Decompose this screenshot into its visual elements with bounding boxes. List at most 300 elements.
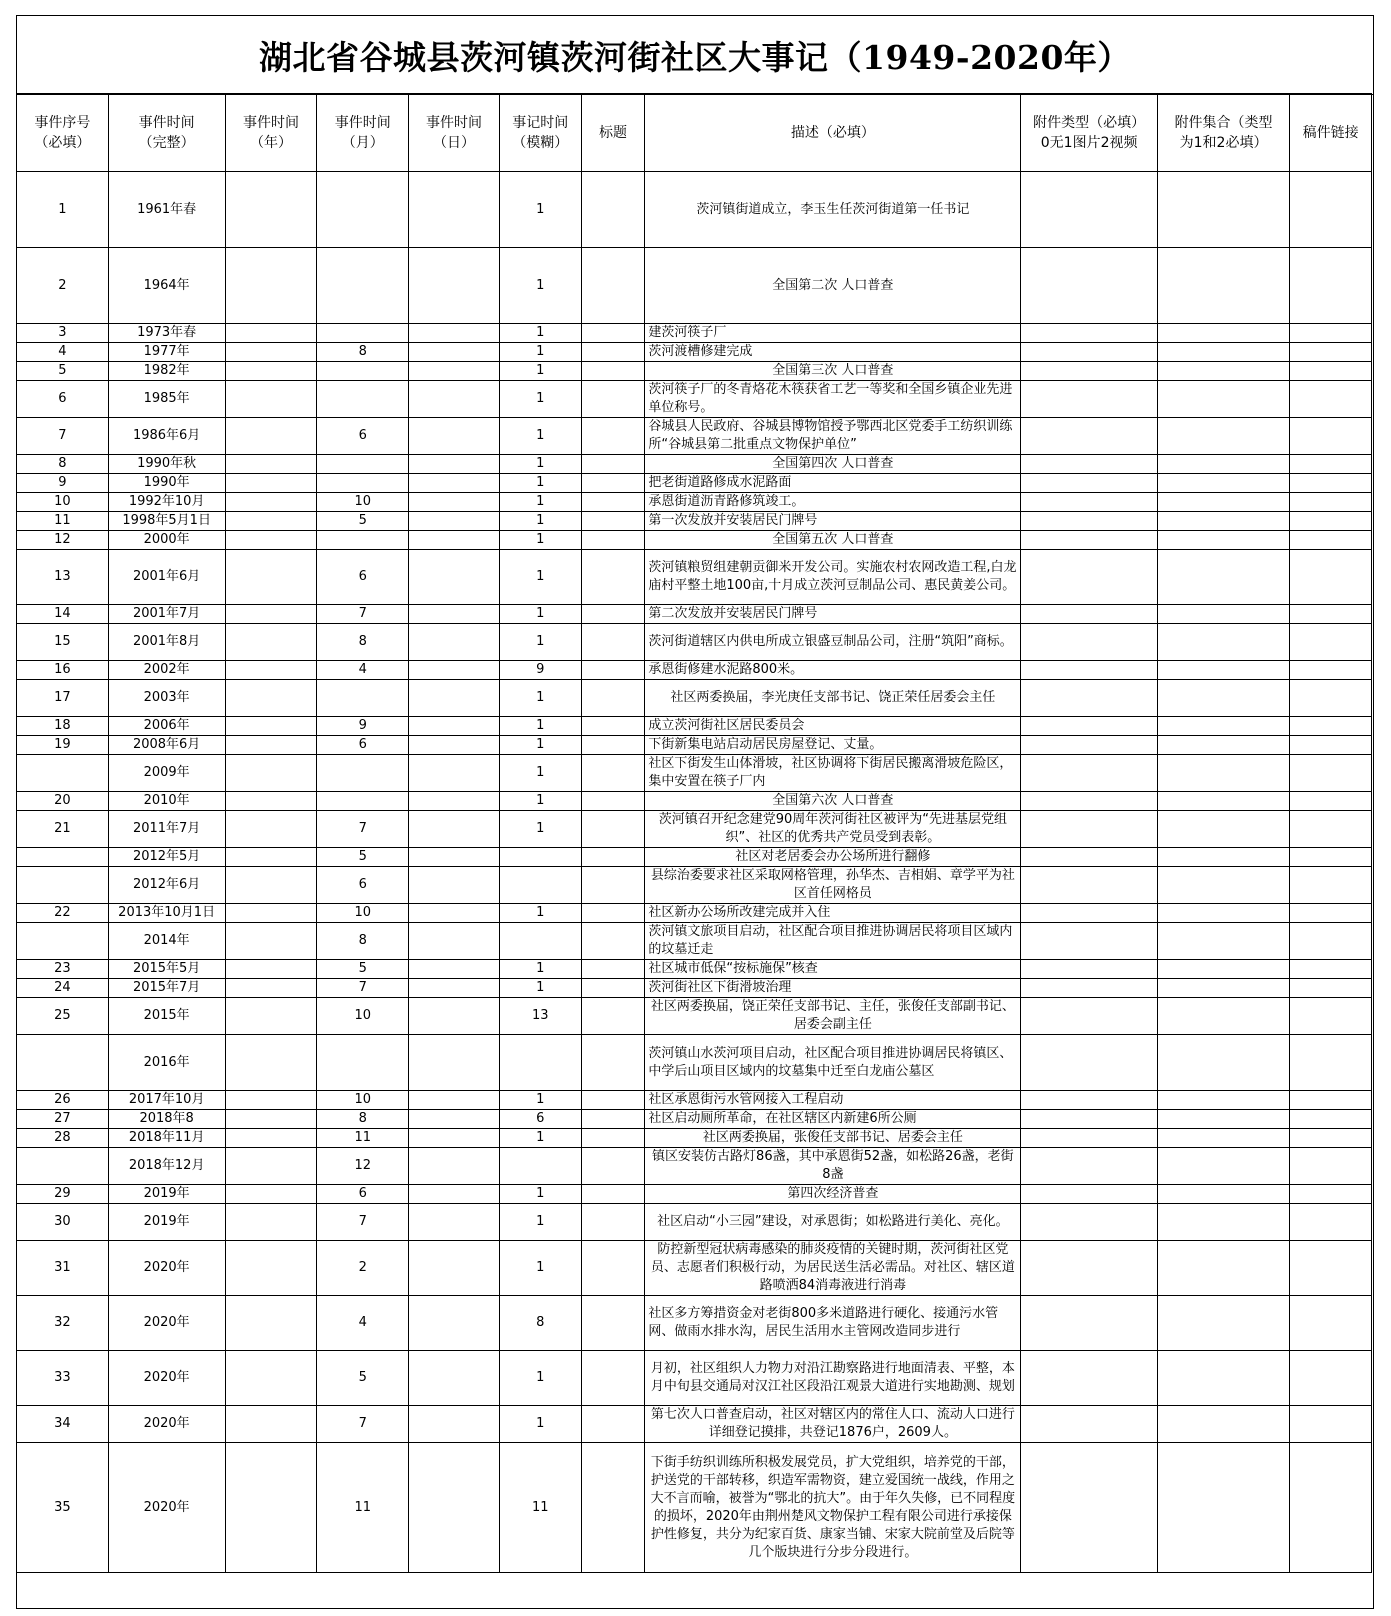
cell-link	[1290, 1204, 1372, 1241]
cell-month: 2	[317, 1241, 409, 1296]
cell-link	[1290, 1035, 1372, 1091]
cell-month: 4	[317, 661, 409, 680]
cell-fuzzy: 1	[499, 531, 581, 550]
cell-title	[581, 923, 645, 960]
cell-attach-set	[1157, 1204, 1289, 1241]
cell-day	[409, 755, 500, 792]
cell-attach-set	[1157, 381, 1289, 418]
cell-fuzzy: 1	[499, 755, 581, 792]
cell-link	[1290, 848, 1372, 867]
cell-attach-set	[1157, 455, 1289, 474]
cell-fuzzy	[499, 867, 581, 904]
table-row	[17, 1204, 1372, 1241]
cell-day	[409, 172, 500, 248]
cell-month: 7	[317, 605, 409, 624]
cell-seq: 29	[17, 1185, 109, 1204]
cell-year	[225, 1035, 317, 1091]
cell-fuzzy: 1	[499, 550, 581, 605]
cell-title	[581, 474, 645, 493]
cell-month: 12	[317, 1148, 409, 1185]
cell-attach-set	[1157, 1241, 1289, 1296]
cell-year	[225, 455, 317, 474]
cell-desc: 社区承恩街污水管网接入工程启动	[645, 1091, 1021, 1110]
cell-day	[409, 381, 500, 418]
cell-link	[1290, 550, 1372, 605]
cell-seq	[17, 848, 109, 867]
cell-year	[225, 1204, 317, 1241]
cell-desc: 社区城市低保“按标施保”核查	[645, 960, 1021, 979]
cell-attach-set	[1157, 1148, 1289, 1185]
cell-month: 5	[317, 960, 409, 979]
table-row	[17, 923, 1372, 960]
cell-link	[1290, 923, 1372, 960]
cell-attach-type	[1021, 550, 1157, 605]
cell-title	[581, 811, 645, 848]
cell-attach-set	[1157, 1406, 1289, 1443]
cell-seq: 13	[17, 550, 109, 605]
cell-month	[317, 755, 409, 792]
cell-time-full: 2002年	[108, 661, 225, 680]
cell-title	[581, 248, 645, 324]
cell-fuzzy: 1	[499, 1351, 581, 1406]
cell-time-full: 2020年	[108, 1443, 225, 1573]
cell-day	[409, 248, 500, 324]
header-link: 稿件链接	[1290, 94, 1372, 172]
cell-fuzzy	[499, 1148, 581, 1185]
cell-time-full: 2020年	[108, 1296, 225, 1351]
cell-year	[225, 960, 317, 979]
cell-desc: 县综治委要求社区采取网格管理，孙华杰、吉相娟、章学平为社区首任网格员	[645, 867, 1021, 904]
cell-day	[409, 661, 500, 680]
cell-desc: 茨河镇文旅项目启动，社区配合项目推进协调居民将项目区域内的坟墓迁走	[645, 923, 1021, 960]
table-row	[17, 867, 1372, 904]
cell-attach-type	[1021, 998, 1157, 1035]
cell-link	[1290, 960, 1372, 979]
cell-attach-set	[1157, 512, 1289, 531]
cell-attach-type	[1021, 362, 1157, 381]
table-row	[17, 848, 1372, 867]
cell-month	[317, 680, 409, 717]
cell-attach-type	[1021, 1035, 1157, 1091]
table-row	[17, 1148, 1372, 1185]
cell-attach-type	[1021, 343, 1157, 362]
cell-day	[409, 1443, 500, 1573]
cell-year	[225, 248, 317, 324]
table-row	[17, 1351, 1372, 1406]
table-row	[17, 1296, 1372, 1351]
cell-month	[317, 1035, 409, 1091]
cell-attach-type	[1021, 531, 1157, 550]
cell-time-full: 1973年春	[108, 324, 225, 343]
cell-desc: 承恩街道沥青路修筑竣工。	[645, 493, 1021, 512]
cell-month: 10	[317, 493, 409, 512]
cell-day	[409, 624, 500, 661]
cell-attach-type	[1021, 624, 1157, 661]
cell-attach-set	[1157, 324, 1289, 343]
cell-link	[1290, 717, 1372, 736]
cell-fuzzy: 1	[499, 248, 581, 324]
cell-seq: 10	[17, 493, 109, 512]
cell-fuzzy: 1	[499, 418, 581, 455]
cell-year	[225, 381, 317, 418]
cell-seq: 17	[17, 680, 109, 717]
cell-month: 10	[317, 904, 409, 923]
cell-day	[409, 1204, 500, 1241]
cell-attach-type	[1021, 418, 1157, 455]
cell-link	[1290, 343, 1372, 362]
cell-desc: 把老街道路修成水泥路面	[645, 474, 1021, 493]
cell-day	[409, 680, 500, 717]
cell-title	[581, 661, 645, 680]
cell-desc: 茨河街社区下街滑坡治理	[645, 979, 1021, 998]
cell-desc: 社区两委换届，李光庚任支部书记、饶正荣任居委会主任	[645, 680, 1021, 717]
cell-year	[225, 1129, 317, 1148]
cell-seq: 25	[17, 998, 109, 1035]
cell-attach-type	[1021, 1204, 1157, 1241]
table-row	[17, 624, 1372, 661]
cell-attach-set	[1157, 474, 1289, 493]
cell-day	[409, 1296, 500, 1351]
cell-link	[1290, 172, 1372, 248]
cell-attach-set	[1157, 661, 1289, 680]
cell-day	[409, 550, 500, 605]
cell-fuzzy: 1	[499, 1185, 581, 1204]
table-row	[17, 1406, 1372, 1443]
table-row	[17, 474, 1372, 493]
cell-attach-set	[1157, 343, 1289, 362]
cell-seq: 31	[17, 1241, 109, 1296]
cell-attach-type	[1021, 904, 1157, 923]
cell-attach-set	[1157, 960, 1289, 979]
cell-fuzzy: 1	[499, 717, 581, 736]
cell-year	[225, 1351, 317, 1406]
cell-year	[225, 755, 317, 792]
cell-fuzzy: 1	[499, 792, 581, 811]
cell-year	[225, 736, 317, 755]
cell-time-full: 1986年6月	[108, 418, 225, 455]
cell-seq: 21	[17, 811, 109, 848]
cell-attach-set	[1157, 1129, 1289, 1148]
cell-link	[1290, 1406, 1372, 1443]
cell-link	[1290, 455, 1372, 474]
cell-desc: 全国第四次 人口普查	[645, 455, 1021, 474]
cell-desc: 全国第二次 人口普查	[645, 248, 1021, 324]
cell-day	[409, 362, 500, 381]
cell-title	[581, 381, 645, 418]
table-row	[17, 792, 1372, 811]
cell-time-full: 2016年	[108, 1035, 225, 1091]
cell-year	[225, 661, 317, 680]
table-row	[17, 531, 1372, 550]
cell-attach-set	[1157, 531, 1289, 550]
cell-fuzzy: 1	[499, 811, 581, 848]
cell-day	[409, 923, 500, 960]
cell-fuzzy: 1	[499, 680, 581, 717]
cell-seq	[17, 1148, 109, 1185]
cell-month: 6	[317, 1185, 409, 1204]
cell-attach-set	[1157, 867, 1289, 904]
table-row	[17, 1443, 1372, 1573]
cell-year	[225, 343, 317, 362]
cell-desc: 社区下街发生山体滑坡，社区协调将下街居民搬离滑坡危险区，集中安置在筷子厂内	[645, 755, 1021, 792]
cell-time-full: 2010年	[108, 792, 225, 811]
table-row	[17, 811, 1372, 848]
header-year: 事件时间 （年）	[225, 94, 317, 172]
cell-title	[581, 998, 645, 1035]
cell-time-full: 2018年11月	[108, 1129, 225, 1148]
cell-seq: 1	[17, 172, 109, 248]
header-fuzzy: 事记时间 （模糊）	[499, 94, 581, 172]
cell-seq: 24	[17, 979, 109, 998]
cell-time-full: 1990年	[108, 474, 225, 493]
cell-desc: 下街新集电站启动居民房屋登记、丈量。	[645, 736, 1021, 755]
table-row	[17, 381, 1372, 418]
cell-month: 8	[317, 343, 409, 362]
cell-attach-set	[1157, 736, 1289, 755]
cell-title	[581, 1035, 645, 1091]
cell-attach-type	[1021, 680, 1157, 717]
cell-title	[581, 531, 645, 550]
cell-day	[409, 531, 500, 550]
cell-desc: 谷城县人民政府、谷城县博物馆授予鄂西北区党委手工纺织训练所“谷城县第二批重点文物保护单位”	[645, 418, 1021, 455]
cell-seq: 11	[17, 512, 109, 531]
cell-fuzzy: 1	[499, 324, 581, 343]
cell-fuzzy	[499, 1035, 581, 1091]
cell-attach-set	[1157, 493, 1289, 512]
cell-attach-set	[1157, 904, 1289, 923]
cell-attach-set	[1157, 418, 1289, 455]
cell-link	[1290, 1296, 1372, 1351]
cell-title	[581, 605, 645, 624]
cell-desc: 第四次经济普查	[645, 1185, 1021, 1204]
cell-link	[1290, 605, 1372, 624]
cell-time-full: 1998年5月1日	[108, 512, 225, 531]
cell-year	[225, 1443, 317, 1573]
cell-time-full: 2001年7月	[108, 605, 225, 624]
table-row	[17, 493, 1372, 512]
cell-seq: 4	[17, 343, 109, 362]
cell-time-full: 2020年	[108, 1241, 225, 1296]
table-row	[17, 1185, 1372, 1204]
cell-seq: 15	[17, 624, 109, 661]
cell-attach-set	[1157, 680, 1289, 717]
cell-time-full: 2015年5月	[108, 960, 225, 979]
cell-time-full: 1982年	[108, 362, 225, 381]
table-row	[17, 172, 1372, 248]
cell-title	[581, 362, 645, 381]
cell-desc: 下街手纺织训练所积极发展党员，扩大党组织，培养党的干部，护送党的干部转移，织造军需物资，建立爱国统一战线，作用之大不言而喻，被誉为“鄂北的抗大”。由于年久失修，已不同程度的损坏，2020年由荆州楚风文物保护工程有限公司进行承接保护性修复，共分为纪家百货、康家当铺、宋家大院前堂及后院等几个版块进行分步分段进行。	[645, 1443, 1021, 1573]
table-row	[17, 1129, 1372, 1148]
cell-month: 8	[317, 624, 409, 661]
cell-seq: 35	[17, 1443, 109, 1573]
cell-attach-type	[1021, 324, 1157, 343]
cell-year	[225, 848, 317, 867]
cell-day	[409, 474, 500, 493]
cell-day	[409, 493, 500, 512]
cell-title	[581, 979, 645, 998]
cell-day	[409, 979, 500, 998]
cell-link	[1290, 1129, 1372, 1148]
cell-month	[317, 474, 409, 493]
cell-day	[409, 1035, 500, 1091]
cell-fuzzy: 6	[499, 1110, 581, 1129]
cell-time-full: 1977年	[108, 343, 225, 362]
cell-time-full: 2018年12月	[108, 1148, 225, 1185]
cell-attach-set	[1157, 1091, 1289, 1110]
cell-year	[225, 324, 317, 343]
cell-attach-type	[1021, 1091, 1157, 1110]
cell-month: 8	[317, 923, 409, 960]
cell-seq	[17, 923, 109, 960]
cell-attach-type	[1021, 1406, 1157, 1443]
cell-desc: 社区启动“小三园”建设，对承恩街；如松路进行美化、亮化。	[645, 1204, 1021, 1241]
cell-attach-type	[1021, 493, 1157, 512]
cell-title	[581, 1110, 645, 1129]
cell-attach-set	[1157, 248, 1289, 324]
cell-title	[581, 324, 645, 343]
header-day: 事件时间 （日）	[409, 94, 500, 172]
cell-link	[1290, 381, 1372, 418]
cell-fuzzy: 1	[499, 1241, 581, 1296]
cell-link	[1290, 1091, 1372, 1110]
cell-desc: 全国第六次 人口普查	[645, 792, 1021, 811]
cell-month	[317, 324, 409, 343]
cell-attach-set	[1157, 998, 1289, 1035]
cell-desc: 茨河镇召开纪念建党90周年茨河街社区被评为“先进基层党组织”、社区的优秀共产党员受到表彰。	[645, 811, 1021, 848]
cell-time-full: 2009年	[108, 755, 225, 792]
cell-attach-type	[1021, 811, 1157, 848]
cell-seq: 19	[17, 736, 109, 755]
cell-time-full: 2018年8	[108, 1110, 225, 1129]
cell-time-full: 1992年10月	[108, 493, 225, 512]
cell-fuzzy: 1	[499, 904, 581, 923]
cell-fuzzy: 9	[499, 661, 581, 680]
cell-title	[581, 1091, 645, 1110]
cell-fuzzy: 1	[499, 979, 581, 998]
cell-attach-type	[1021, 1241, 1157, 1296]
cell-time-full: 1961年春	[108, 172, 225, 248]
cell-fuzzy: 13	[499, 998, 581, 1035]
cell-time-full: 1964年	[108, 248, 225, 324]
cell-seq	[17, 755, 109, 792]
cell-seq: 26	[17, 1091, 109, 1110]
header-time-full: 事件时间 （完整）	[108, 94, 225, 172]
cell-seq: 18	[17, 717, 109, 736]
cell-attach-set	[1157, 1110, 1289, 1129]
cell-year	[225, 172, 317, 248]
cell-fuzzy	[499, 923, 581, 960]
cell-link	[1290, 979, 1372, 998]
cell-title	[581, 418, 645, 455]
cell-month: 5	[317, 848, 409, 867]
cell-day	[409, 736, 500, 755]
cell-time-full: 2006年	[108, 717, 225, 736]
cell-time-full: 2001年6月	[108, 550, 225, 605]
cell-attach-type	[1021, 848, 1157, 867]
cell-day	[409, 324, 500, 343]
cell-fuzzy: 11	[499, 1443, 581, 1573]
cell-title	[581, 680, 645, 717]
cell-seq: 12	[17, 531, 109, 550]
cell-year	[225, 1110, 317, 1129]
cell-desc: 镇区安装仿古路灯86盏，其中承恩街52盏，如松路26盏，老街8盏	[645, 1148, 1021, 1185]
cell-month: 5	[317, 1351, 409, 1406]
cell-day	[409, 1091, 500, 1110]
header-desc: 描述（必填）	[645, 94, 1021, 172]
cell-desc: 第七次人口普查启动，社区对辖区内的常住人口、流动人口进行详细登记摸排，共登记1876户，2609人。	[645, 1406, 1021, 1443]
cell-seq: 7	[17, 418, 109, 455]
cell-year	[225, 1406, 317, 1443]
cell-seq	[17, 867, 109, 904]
cell-month	[317, 381, 409, 418]
cell-title	[581, 867, 645, 904]
table-row	[17, 680, 1372, 717]
cell-month: 11	[317, 1129, 409, 1148]
table-row	[17, 979, 1372, 998]
cell-fuzzy: 1	[499, 512, 581, 531]
cell-link	[1290, 755, 1372, 792]
cell-attach-type	[1021, 717, 1157, 736]
table-row	[17, 512, 1372, 531]
cell-time-full: 2019年	[108, 1185, 225, 1204]
cell-desc: 茨河镇粮贸组建朝贡御米开发公司。实施农村农网改造工程,白龙庙村平整土地100亩,十月成立茨河豆制品公司、惠民黄姜公司。	[645, 550, 1021, 605]
table-row	[17, 661, 1372, 680]
cell-month: 7	[317, 1406, 409, 1443]
cell-time-full: 2011年7月	[108, 811, 225, 848]
cell-seq: 20	[17, 792, 109, 811]
header-attach-type: 附件类型（必填） 0无1图片2视频	[1021, 94, 1157, 172]
table-row	[17, 362, 1372, 381]
cell-link	[1290, 680, 1372, 717]
cell-desc: 茨河镇山水茨河项目启动，社区配合项目推进协调居民将镇区、中学后山项目区域内的坟墓集中迁至白龙庙公墓区	[645, 1035, 1021, 1091]
cell-month	[317, 248, 409, 324]
cell-desc: 全国第三次 人口普查	[645, 362, 1021, 381]
cell-attach-type	[1021, 923, 1157, 960]
page-title: 湖北省谷城县茨河镇茨河街社区大事记（1949-2020年）	[259, 37, 1131, 77]
cell-title	[581, 904, 645, 923]
cell-attach-type	[1021, 960, 1157, 979]
cell-title	[581, 1241, 645, 1296]
cell-day	[409, 811, 500, 848]
cell-time-full: 2003年	[108, 680, 225, 717]
table-row	[17, 1110, 1372, 1129]
table-row	[17, 755, 1372, 792]
cell-time-full: 2000年	[108, 531, 225, 550]
cell-attach-set	[1157, 1443, 1289, 1573]
cell-desc: 茨河渡槽修建完成	[645, 343, 1021, 362]
cell-year	[225, 1148, 317, 1185]
cell-attach-set	[1157, 605, 1289, 624]
cell-attach-type	[1021, 1110, 1157, 1129]
table-row	[17, 248, 1372, 324]
cell-seq: 22	[17, 904, 109, 923]
header-attach-set: 附件集合（类型 为1和2必填）	[1157, 94, 1289, 172]
cell-title	[581, 717, 645, 736]
cell-link	[1290, 248, 1372, 324]
cell-month: 6	[317, 736, 409, 755]
cell-link	[1290, 324, 1372, 343]
cell-desc: 防控新型冠状病毒感染的肺炎疫情的关键时期，茨河街社区党员、志愿者们积极行动，为居民送生活必需品。对社区、辖区道路喷洒84消毒液进行消毒	[645, 1241, 1021, 1296]
cell-seq: 30	[17, 1204, 109, 1241]
table-row	[17, 1035, 1372, 1091]
cell-desc: 月初，社区组织人力物力对沿江勘察路进行地面清表、平整，本月中旬县交通局对汉江社区段沿江观景大道进行实地勘测、规划	[645, 1351, 1021, 1406]
cell-title	[581, 624, 645, 661]
cell-title	[581, 1204, 645, 1241]
cell-month: 7	[317, 811, 409, 848]
cell-title	[581, 1296, 645, 1351]
cell-link	[1290, 998, 1372, 1035]
table-row	[17, 324, 1372, 343]
